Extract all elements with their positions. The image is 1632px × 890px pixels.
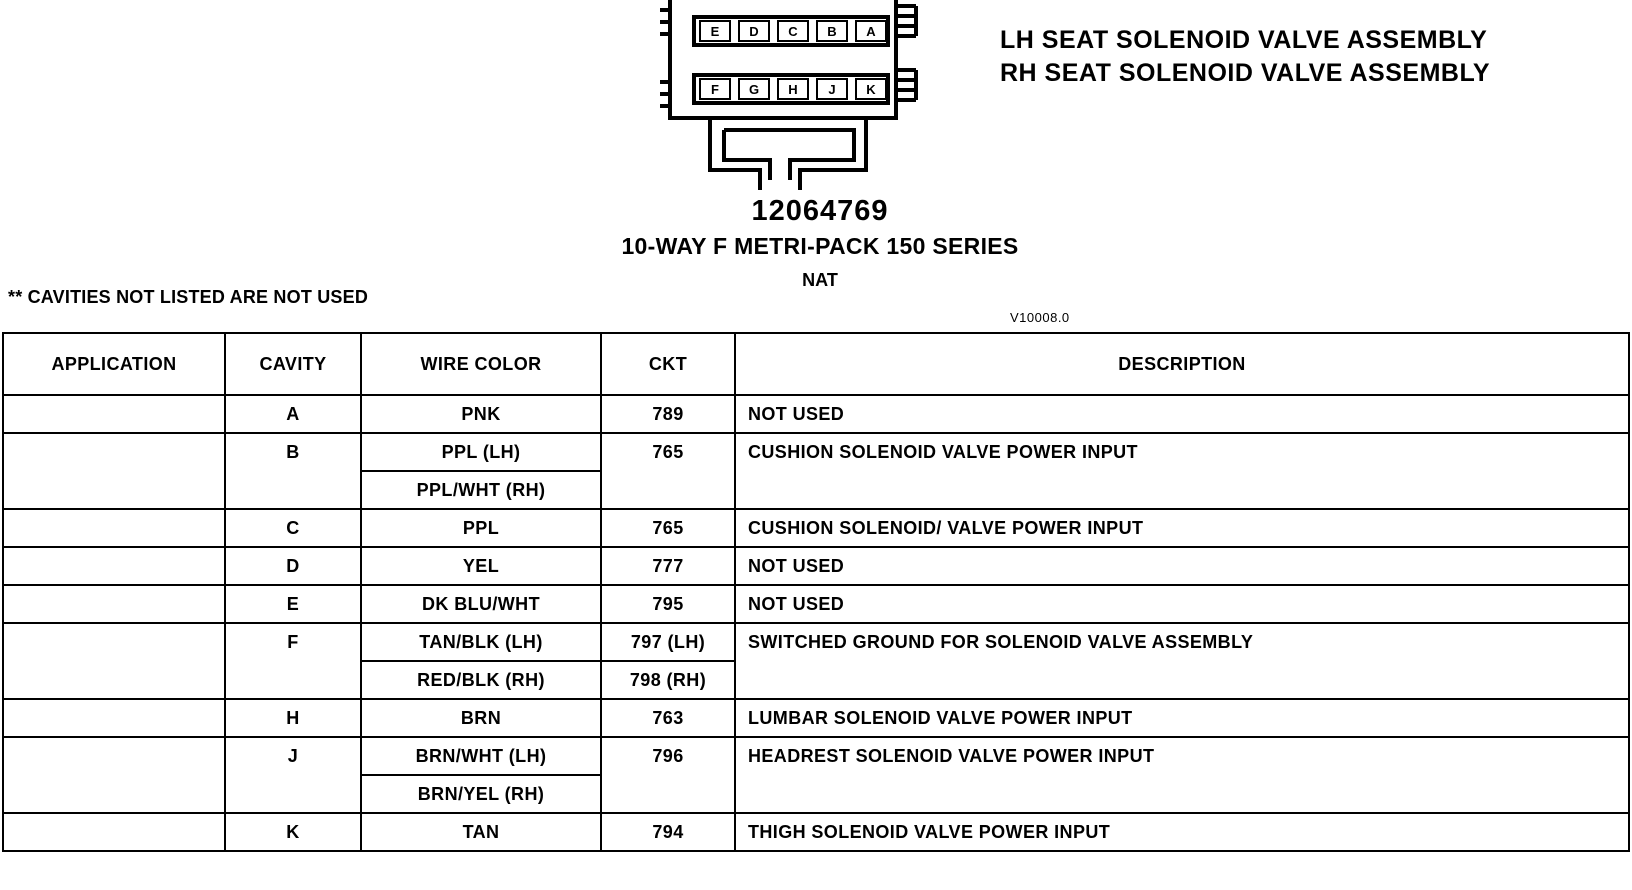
- header-wire-color: WIRE COLOR: [361, 333, 601, 395]
- description-cell: NOT USED: [735, 395, 1629, 433]
- table-header-row: [3, 333, 1629, 395]
- title-lh: LH SEAT SOLENOID VALVE ASSEMBLY: [1000, 26, 1488, 54]
- ckt-cell: 777: [601, 547, 735, 585]
- cavity-cell: B: [225, 433, 361, 509]
- pin-label: E: [710, 24, 720, 39]
- description-cell: SWITCHED GROUND FOR SOLENOID VALVE ASSEMBLY: [735, 623, 1629, 699]
- pin-label: B: [827, 24, 837, 39]
- header-cavity: CAVITY: [225, 333, 361, 395]
- ckt-cell: 789: [601, 395, 735, 433]
- title-rh: RH SEAT SOLENOID VALVE ASSEMBLY: [1000, 59, 1491, 87]
- application-cell: [3, 585, 225, 623]
- table-row: [3, 737, 1629, 775]
- application-cell: [3, 737, 225, 813]
- wire-color-cell: BRN/WHT (LH): [361, 737, 601, 775]
- pin-label: G: [748, 82, 760, 97]
- description-cell: NOT USED: [735, 585, 1629, 623]
- wire-color-cell: YEL: [361, 547, 601, 585]
- application-cell: [3, 395, 225, 433]
- description-cell: CUSHION SOLENOID VALVE POWER INPUT: [735, 433, 1629, 509]
- table-row: [3, 547, 1629, 585]
- wire-color-cell: DK BLU/WHT: [361, 585, 601, 623]
- wire-color-cell: PPL (LH): [361, 433, 601, 471]
- wire-color-cell: BRN: [361, 699, 601, 737]
- wire-color-cell: BRN/YEL (RH): [361, 775, 601, 813]
- wire-color-cell: PNK: [361, 395, 601, 433]
- cavity-cell: E: [225, 585, 361, 623]
- unused-cavities-note: ** CAVITIES NOT LISTED ARE NOT USED: [8, 287, 369, 307]
- header-ckt: CKT: [601, 333, 735, 395]
- wire-color-cell: TAN: [361, 813, 601, 851]
- connector-diagram: [660, 0, 960, 190]
- ckt-cell: 796: [601, 737, 735, 813]
- application-cell: [3, 509, 225, 547]
- cavity-cell: A: [225, 395, 361, 433]
- header-description: DESCRIPTION: [735, 333, 1629, 395]
- wire-color-cell: TAN/BLK (LH): [361, 623, 601, 661]
- application-cell: [3, 433, 225, 509]
- description-cell: LUMBAR SOLENOID VALVE POWER INPUT: [735, 699, 1629, 737]
- color-code: NAT: [802, 270, 838, 290]
- table-row: [3, 813, 1629, 851]
- ckt-cell: 795: [601, 585, 735, 623]
- table-row: [3, 395, 1629, 433]
- description-cell: CUSHION SOLENOID/ VALVE POWER INPUT: [735, 509, 1629, 547]
- pin-label: D: [749, 24, 759, 39]
- application-cell: [3, 813, 225, 851]
- cavity-cell: K: [225, 813, 361, 851]
- description-cell: NOT USED: [735, 547, 1629, 585]
- ckt-cell: 797 (LH): [601, 623, 735, 661]
- cavity-cell: F: [225, 623, 361, 699]
- ckt-cell: 798 (RH): [601, 661, 735, 699]
- pin-label: J: [828, 82, 836, 97]
- pin-label: C: [788, 24, 798, 39]
- wire-color-cell: PPL/WHT (RH): [361, 471, 601, 509]
- pin-label: A: [866, 24, 876, 39]
- ckt-cell: 765: [601, 509, 735, 547]
- description-cell: HEADREST SOLENOID VALVE POWER INPUT: [735, 737, 1629, 813]
- cavity-cell: H: [225, 699, 361, 737]
- application-cell: [3, 547, 225, 585]
- ckt-cell: 763: [601, 699, 735, 737]
- ckt-cell: 765: [601, 433, 735, 509]
- wire-color-cell: RED/BLK (RH): [361, 661, 601, 699]
- description-cell: THIGH SOLENOID VALVE POWER INPUT: [735, 813, 1629, 851]
- cavity-cell: J: [225, 737, 361, 813]
- pin-label: F: [711, 82, 719, 97]
- reference-code: V10008.0: [1010, 310, 1070, 325]
- pin-label: K: [866, 82, 876, 97]
- application-cell: [3, 699, 225, 737]
- ckt-cell: 794: [601, 813, 735, 851]
- part-number: 12064769: [751, 195, 889, 227]
- title-block: [1000, 24, 1490, 90]
- pinout-table: [2, 332, 1630, 852]
- cavity-cell: D: [225, 547, 361, 585]
- header-application: APPLICATION: [3, 333, 225, 395]
- table-row: [3, 585, 1629, 623]
- pin-label: H: [788, 82, 798, 97]
- table-row: [3, 509, 1629, 547]
- table-row: [3, 623, 1629, 661]
- cavity-cell: C: [225, 509, 361, 547]
- table-row: [3, 699, 1629, 737]
- wire-color-cell: PPL: [361, 509, 601, 547]
- table-row: [3, 433, 1629, 471]
- connector-series: 10-WAY F METRI-PACK 150 SERIES: [621, 233, 1019, 259]
- application-cell: [3, 623, 225, 699]
